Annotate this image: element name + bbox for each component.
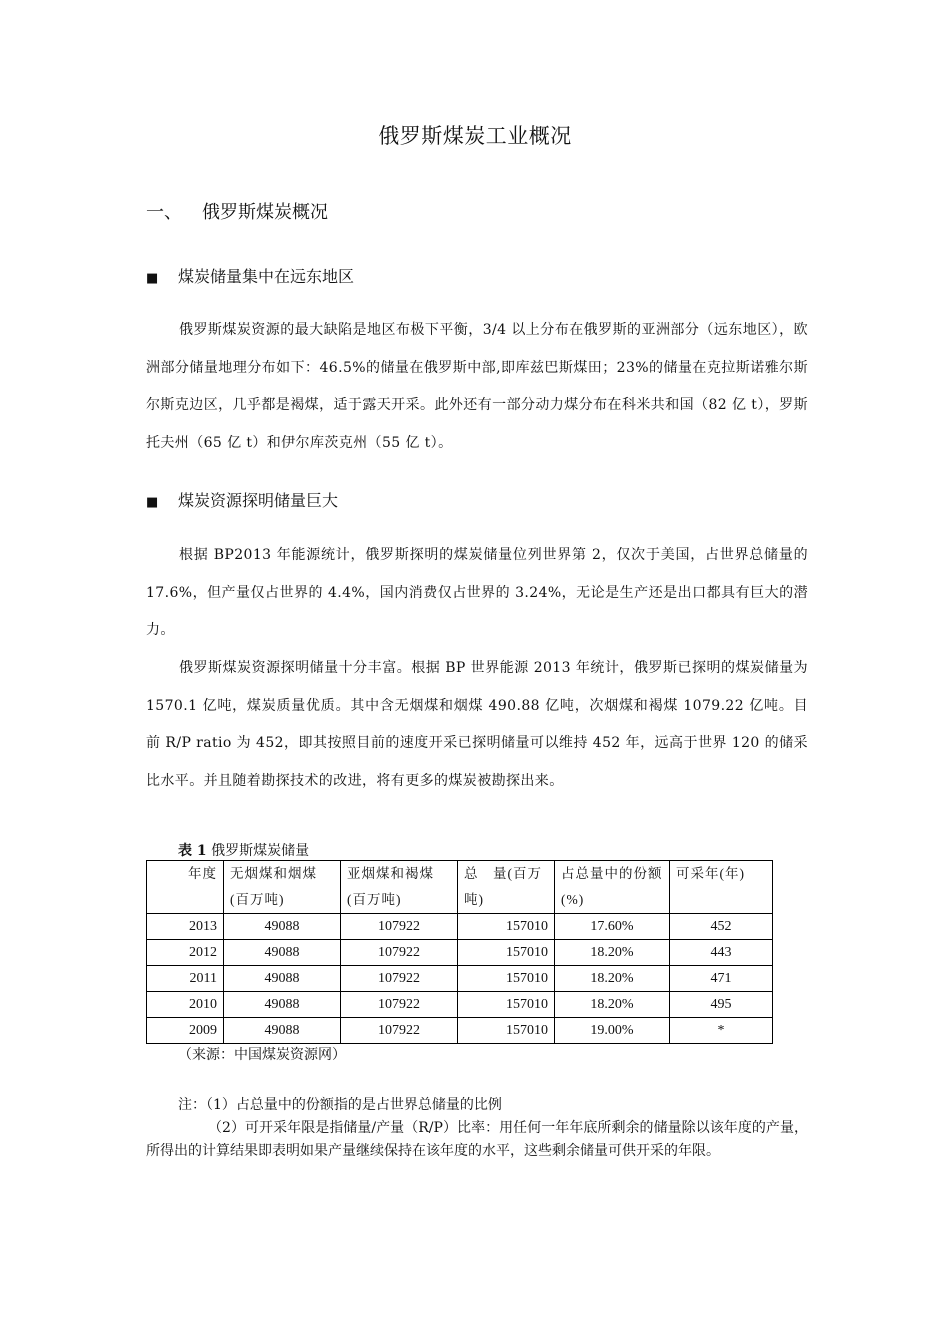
cell-subbituminous: 107922 [341, 940, 458, 966]
cell-anthracite: 49088 [224, 914, 341, 940]
cell-total: 157010 [458, 992, 555, 1018]
table-header-row [147, 861, 773, 914]
square-bullet-icon: ■ [146, 495, 159, 510]
subheading-reserves-location [146, 264, 354, 287]
cell-rp-years: 452 [670, 914, 773, 940]
table-row [147, 940, 773, 966]
section-title: 俄罗斯煤炭概况 [202, 202, 328, 223]
cell-total: 157010 [458, 1018, 555, 1044]
subheading-proven-reserves [146, 488, 338, 511]
paragraph-reserve-details: 俄罗斯煤炭资源探明储量十分丰富。根据 BP 世界能源 2013 年统计，俄罗斯已探明的煤炭储量为 1570.1 亿吨，煤炭质量优质。其中含无烟煤和烟煤 490.88 亿吨，次烟煤和褐煤 1079.22 亿吨。目前 R/P ratio 为 452，即其按照目前的速度开采已探明储量可以维持 452 年，远高于世界 120 的储采比水平。并且随着勘探技术的改进，将有更多的煤炭被勘探出来。 [146, 660, 808, 789]
table-caption [178, 840, 309, 860]
cell-rp-years: * [670, 1018, 773, 1044]
square-bullet-icon: ■ [146, 271, 159, 286]
cell-year: 2013 [147, 914, 224, 940]
cell-subbituminous: 107922 [341, 992, 458, 1018]
cell-share: 18.20% [555, 992, 670, 1018]
section-number: 一、 [146, 202, 182, 223]
section-heading [146, 198, 328, 224]
cell-rp-years: 471 [670, 966, 773, 992]
table-row [147, 1018, 773, 1044]
cell-year: 2011 [147, 966, 224, 992]
coal-reserves-table [146, 860, 773, 1044]
table-caption-text: 俄罗斯煤炭储量 [211, 843, 310, 859]
header-anthracite: 无烟煤和烟煤(百万吨) [224, 861, 341, 914]
cell-total: 157010 [458, 914, 555, 940]
notes [146, 1094, 808, 1163]
cell-rp-years: 495 [670, 992, 773, 1018]
subheading-title: 煤炭储量集中在远东地区 [178, 267, 355, 286]
table-row [147, 966, 773, 992]
header-year: 年度 [147, 861, 224, 914]
cell-share: 18.20% [555, 940, 670, 966]
paragraph-bp-statistics: 根据 BP2013 年能源统计，俄罗斯探明的煤炭储量位列世界第 2，仅次于美国，占世界总储量的 17.6%，但产量仅占世界的 4.4%，国内消费仅占世界的 3.24%，无论是生产还是出口都具有巨大的潜力。 [146, 547, 808, 638]
cell-year: 2010 [147, 992, 224, 1018]
table-source: （来源：中国煤炭资源网） [178, 1047, 346, 1063]
cell-year: 2009 [147, 1018, 224, 1044]
cell-year: 2012 [147, 940, 224, 966]
cell-subbituminous: 107922 [341, 966, 458, 992]
cell-anthracite: 49088 [224, 992, 341, 1018]
header-total: 总 量(百万吨) [458, 861, 555, 914]
cell-share: 19.00% [555, 1018, 670, 1044]
cell-rp-years: 443 [670, 940, 773, 966]
subheading-title: 煤炭资源探明储量巨大 [178, 491, 339, 510]
cell-subbituminous: 107922 [341, 914, 458, 940]
table-row [147, 992, 773, 1018]
cell-subbituminous: 107922 [341, 1018, 458, 1044]
header-rp-years: 可采年(年) [670, 861, 773, 914]
cell-total: 157010 [458, 966, 555, 992]
cell-share: 18.20% [555, 966, 670, 992]
header-share: 占总量中的份额(%) [555, 861, 670, 914]
cell-anthracite: 49088 [224, 966, 341, 992]
page-title: 俄罗斯煤炭工业概况 [378, 124, 572, 148]
note-1: 注：（1）占总量中的份额指的是占世界总储量的比例 [178, 1097, 502, 1113]
cell-anthracite: 49088 [224, 1018, 341, 1044]
paragraph-reserves-distribution: 俄罗斯煤炭资源的最大缺陷是地区布极下平衡，3/4 以上分布在俄罗斯的亚洲部分（远东地区），欧洲部分储量地理分布如下：46.5%的储量在俄罗斯中部,即库兹巴斯煤田；23%的储量在克拉斯诺雅尔斯尔斯克边区，几乎都是褐煤，适于露天开采。此外还有一部分动力煤分布在科米共和国（82 亿 t），罗斯托夫州（65 亿 t）和伊尔库茨克州（55 亿 t）。 [146, 322, 808, 451]
header-subbituminous: 亚烟煤和褐煤(百万吨) [341, 861, 458, 914]
table-row [147, 914, 773, 940]
cell-share: 17.60% [555, 914, 670, 940]
note-2: （2）可开采年限是指储量/产量（R/P）比率：用任何一年年底所剩余的储量除以该年度的产量，所得出的计算结果即表明如果产量继续保持在该年度的水平，这些剩余储量可供开采的年限。 [146, 1120, 808, 1159]
table-caption-label: 表 1 [178, 843, 207, 859]
cell-anthracite: 49088 [224, 940, 341, 966]
cell-total: 157010 [458, 940, 555, 966]
